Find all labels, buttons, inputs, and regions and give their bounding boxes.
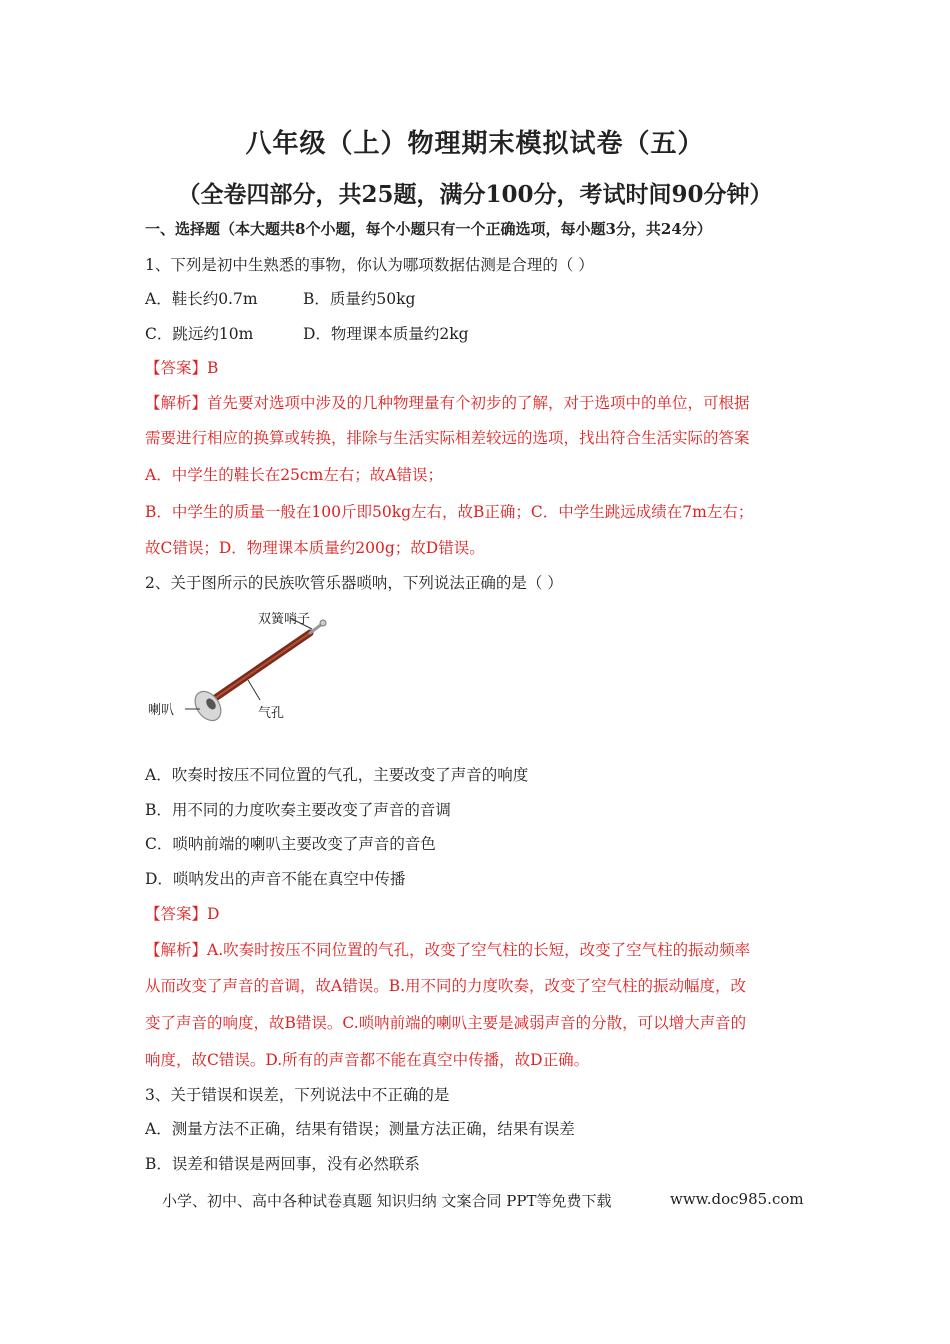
q2-analysis-line: 【解析】A.吹奏时按压不同位置的气孔，改变了空气柱的长短，改变了空气柱的振动频率 bbox=[145, 941, 751, 959]
page-subtitle: （全卷四部分，共25题，满分100分，考试时间90分钟） bbox=[177, 181, 773, 208]
suona-illustration bbox=[140, 605, 340, 725]
label-reed: 双簧哨子 bbox=[258, 612, 311, 627]
q3-option-a: A．测量方法不正确，结果有错误；测量方法正确，结果有误差 bbox=[145, 1120, 575, 1138]
section-heading: 一、选择题（本大题共8个小题，每个小题只有一个正确选项，每小题3分，共24分） bbox=[145, 220, 712, 238]
q1-analysis-line: 故C错误；D．物理课本质量约200g；故D错误。 bbox=[145, 539, 485, 557]
label-horn: 喇叭 bbox=[148, 703, 175, 718]
q1-stem: 1、下列是初中生熟悉的事物，你认为哪项数据估测是合理的（ ） bbox=[145, 256, 594, 274]
q2-option-d: D．唢呐发出的声音不能在真空中传播 bbox=[145, 870, 406, 888]
q1-option-c: C．跳远约10m bbox=[145, 325, 254, 343]
q1-analysis-line: 需要进行相应的换算或转换，排除与生活实际相差较远的选项，找出符合生活实际的答案 bbox=[145, 429, 750, 447]
q1-option-b: B．质量约50kg bbox=[303, 290, 416, 308]
label-holes: 气孔 bbox=[258, 706, 285, 721]
page-title: 八年级（上）物理期末模拟试卷（五） bbox=[245, 129, 705, 159]
suona-body-highlight bbox=[208, 633, 310, 703]
footer-text: 小学、初中、高中各种试卷真题 知识归纳 文案合同 PPT等免费下载 bbox=[162, 1192, 612, 1210]
q1-analysis-line: A．中学生的鞋长在25cm左右；故A错误； bbox=[145, 466, 443, 484]
holes-pointer-line bbox=[248, 680, 260, 700]
suona-reed-tip bbox=[320, 620, 326, 626]
footer-url[interactable]: www.doc985.com bbox=[670, 1190, 804, 1208]
suona-figure bbox=[140, 605, 340, 725]
q2-option-a: A．吹奏时按压不同位置的气孔，主要改变了声音的响度 bbox=[145, 766, 529, 784]
q1-analysis-line: 【解析】首先要对选项中涉及的几种物理量有个初步的了解，对于选项中的单位，可根据 bbox=[145, 394, 750, 412]
q2-analysis-line: 响度，故C错误。D.所有的声音都不能在真空中传播，故D正确。 bbox=[145, 1051, 590, 1069]
q3-stem: 3、关于错误和误差，下列说法中不正确的是 bbox=[145, 1086, 450, 1104]
q2-stem: 2、关于图所示的民族吹管乐器唢呐，下列说法正确的是（ ） bbox=[145, 574, 563, 592]
q1-answer: 【答案】B bbox=[145, 359, 219, 377]
q2-analysis-line: 从而改变了声音的音调，故A错误。B.用不同的力度吹奏，改变了空气柱的振动幅度，改 bbox=[145, 977, 747, 995]
q2-option-b: B．用不同的力度吹奏主要改变了声音的音调 bbox=[145, 801, 451, 819]
q2-answer: 【答案】D bbox=[145, 905, 220, 923]
q2-option-c: C．唢呐前端的喇叭主要改变了声音的音色 bbox=[145, 835, 436, 853]
q1-option-a: A．鞋长约0.7m bbox=[145, 290, 258, 308]
q3-option-b: B．误差和错误是两回事，没有必然联系 bbox=[145, 1155, 420, 1173]
q1-analysis-line: B．中学生的质量一般在100斤即50kg左右，故B正确；C．中学生跳远成绩在7m左右； bbox=[145, 503, 754, 521]
q2-analysis-line: 变了声音的响度，故B错误。C.唢呐前端的喇叭主要是减弱声音的分散，可以增大声音的 bbox=[145, 1014, 747, 1032]
q1-option-d: D．物理课本质量约2kg bbox=[303, 325, 469, 343]
